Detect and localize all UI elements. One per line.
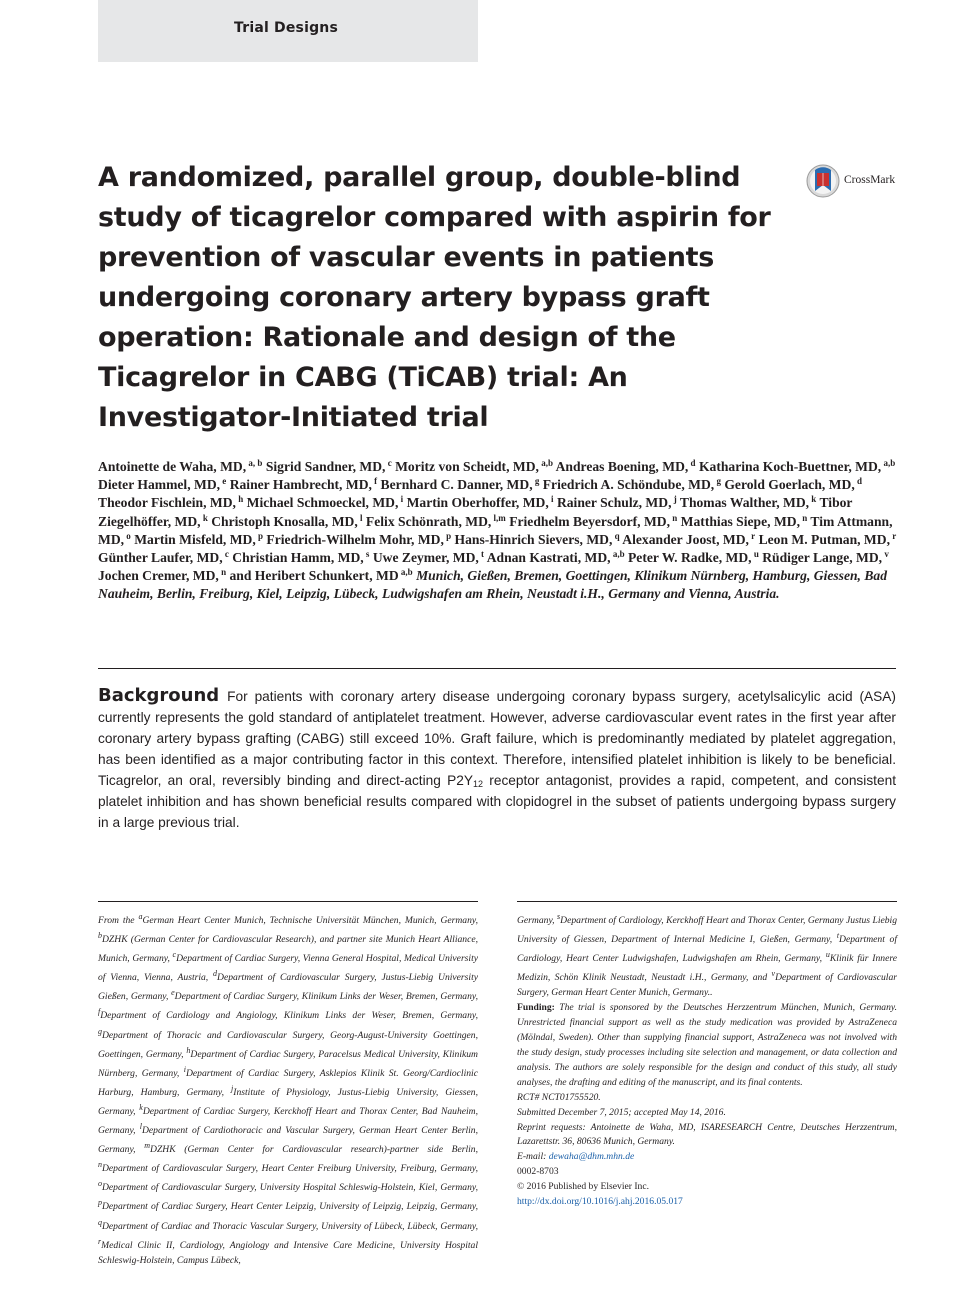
section-tab [98,0,478,62]
abstract-subscript: 12 [473,779,484,789]
crossmark-badge[interactable] [806,164,906,198]
footnote-link[interactable]: http://dx.doi.org/10.1016/j.ahj.2016.05.017 [517,1196,683,1208]
footnote-paragraph: Germany, $^s$Department of Cardiology, Kerckhoff Heart and Thorax Center, Germany Justus Liebig University of Giessen, Department of Internal Medicine I, Gießen, Germany, $^t$Department of Cardiology, Heart Center Ludwigshafen, Ludwigshafen am Rhein, Germany, $^u$Klinik für Innere Medizin, Schön Klinik Neustadt, Neustadt i.H., Germany, and $^v$Department of Cardiovascular Surgery, German Heart Center Munich, Germany.. [517,912,898,999]
footnote-paragraph: E-mail: dewaha@dhm.mhn.de [517,1151,635,1163]
abstract-text-continued: receptor antagonist, provides a rapid, competent, and consistent platelet inhibition and has shown beneficial results compared with clopidogrel in the subset of patients undergoing bypass surgery in a large previous trial. [98,773,896,830]
crossmark-label: CrossMark [844,174,896,186]
header-divider [98,668,896,669]
footnote-paragraph: 0002-8703 [517,1166,559,1178]
footnote-paragraph: Funding: The trial is sponsored by the Deutsches Herzzentrum München, Munich, Germany. Unrestricted financial support as well as the study medication was provided by AstraZeneca (Mölndal, Sweden). Other than supplying financial support, AstraZeneca was not involved with the study design, study processes including site selection and management, or data collection and analysis. The authors are solely responsible for the design and conduct of this study, all study analyses, the drafting and editing of the manuscript, and its final contents. [517,1002,897,1088]
affiliations-footnote: From the $^a$German Heart Center Munich, Technische Universität München, Munich, Germany, $^b$DZHK (German Center for Cardiovascular Research), and partner site Munich Heart Alliance, Munich, Germany, $^c$Department of Cardiac Surgery, Vienna General Hospital, Medical University of Vienna, Vienna, Austria, $^d$Department of Cardiovascular Surgery, Justus-Liebig University Gießen, Germany, $^e$Department of Cardiac Surgery, Klinikum Links der Weser, Bremen, Germany, $^f$Department of Cardiology and Angiology, Klinikum Links der Weser, Bremen, Germany, $^g$Department of Thoracic and Cardiovascular Surgery, Georg-August-University Goettingen, Goettingen, Germany, $^h$Department of Cardiac Surgery, Paracelsus Medical University, Klinikum Nürnberg, Germany, $^i$Department of Cardiac Surgery, Asklepios Klinik St. Georg/Cardioclinic Harburg, Hamburg, Germany, $^j$Institute of Physiology, Justus-Liebig University, Giessen, Germany, $^k$Department of Cardiac Surgery, Kerckhoff Heart and Thorax Center, Bad Nauheim, Germany, $^l$Department of Cardiothoracic and Vascular Surgery, German Heart Center Berlin, Germany, $^m$DZHK (German Center for Cardiovascular research)-partner side Berlin, $^n$Department of Cardiovascular Surgery, Heart Center Freiburg University, Freiburg, Germany, $^o$Department of Cardiovascular Surgery, University Hospital Schleswig-Holstein, Kiel, Germany, $^p$Department of Cardiac Surgery, Heart Center Leipzig, University of Leipzig, Leipzig, Germany, $^q$Department of Cardiac and Thoracic Vascular Surgery, University of Lübeck, Lübeck, Germany, $^r$Medical Clinic II, Cardiology, Angiology and Intensive Care Medicine, University Hospital Schleswig-Holstein, Campus Lübeck, [98,912,479,1266]
footnote-paragraph: Reprint requests: Antoinette de Waha, MD, ISARESEARCH Centre, Deutsches Herzzentrum, Lazarettstr. 36, 80636 Munich, Germany. [517,1121,897,1148]
footnote-divider-left [98,901,478,902]
footnote-link[interactable]: dewaha@dhm.mhn.de [548,1151,635,1163]
abstract-background [98,685,896,833]
footnote-paragraph: © 2016 Published by Elsevier Inc. [517,1181,649,1193]
footnote-divider-right [517,901,897,902]
footnote-paragraph: RCT# NCT01755520. [517,1091,601,1103]
section-label: Trial Designs [234,20,339,36]
crossmark-icon [806,164,840,198]
abstract-text: For patients with coronary artery disease undergoing coronary bypass surgery, acetylsalicylic acid (ASA) currently represents the gold standard of antiplatelet treatment. However, adverse cardiovascular event rates in the first year after coronary artery bypass grafting (CABG) still exceed 10%. Graft failure, which is predominantly mediated by platelet aggregation, has been identified as a major contributing factor in this context. Therefore, intensified platelet inhibition is likely to be beneficial. Ticagrelor, an oral, reversibly binding and direct-acting P2Y [98,689,896,788]
author-list: Antoinette de Waha, MD, $^{a, b}$ Sigrid Sandner, MD, $^c$ Moritz von Scheidt, MD, $^{a,b}$ Andreas Boening, MD, $^d$ Katharina Koch-Buettner, MD, $^{a,b}$ Dieter Hammel, MD, $^e$ Rainer Hambrecht, MD, $^f$ Bernhard C. Danner, MD, $^g$ Friedrich A. Schöndube, MD, $^g$ Gerold Goerlach, MD, $^d$ Theodor Fischlein, MD, $^h$ Michael Schmoeckel, MD, $^i$ Martin Oberhoffer, MD, $^i$ Rainer Schulz, MD, $^j$ Thomas Walther, MD, $^k$ Tibor Ziegelhöffer, MD, $^k$ Christoph Knosalla, MD, $^l$ Felix Schönrath, MD, $^{l,m}$ Friedhelm Beyersdorf, MD, $^n$ Matthias Siepe, MD, $^n$ Tim Attmann, MD, $^o$ Martin Misfeld, MD, $^p$ Friedrich-Wilhelm Mohr, MD, $^p$ Hans-Hinrich Sievers, MD, $^q$ Alexander Joost, MD, $^r$ Leon M. Putman, MD, $^r$ Günther Laufer, MD, $^c$ Christian Hamm, MD, $^s$ Uwe Zeymer, MD, $^t$ Adnan Kastrati, MD, $^{a,b}$ Peter W. Radke, MD, $^u$ Rüdiger Lange, MD, $^v$ Jochen Cremer, MD, $^n$ and Heribert Schunkert, MD $^{a,b}$ Munich, Gießen, Bremen, Goettingen, Klinikum Nürnberg, Hamburg, Giessen, Bad Nauheim, Berlin, Freiburg, Kiel, Leipzig, Lübeck, Ludwigshafen am Rhein, Neustadt i.H., Germany and Vienna, Austria. [98,458,897,602]
footnote-paragraph [517,1195,897,1210]
article-info-footnote [517,910,897,1210]
abstract-heading: Background [98,685,220,706]
article-title: A randomized, parallel group, double-blind study of ticagrelor compared with aspirin for prevention of vascular events in patients undergoing coronary artery bypass graft operation: Rationale and design of the Ticagrelor in CABG (TiCAB) trial: An Investigator-Initiated trial [98,162,771,433]
footnote-paragraph: Submitted December 7, 2015; accepted May 14, 2016. [517,1106,726,1118]
author-locations: Munich, Gießen, Bremen, Goettingen, Klinikum Nürnberg, Hamburg, Giessen, Bad Nauheim, Berlin, Freiburg, Kiel, Leipzig, Lübeck, Ludwigshafen am Rhein, Neustadt i.H., Germany and Vienna, Austria. [98,568,888,602]
